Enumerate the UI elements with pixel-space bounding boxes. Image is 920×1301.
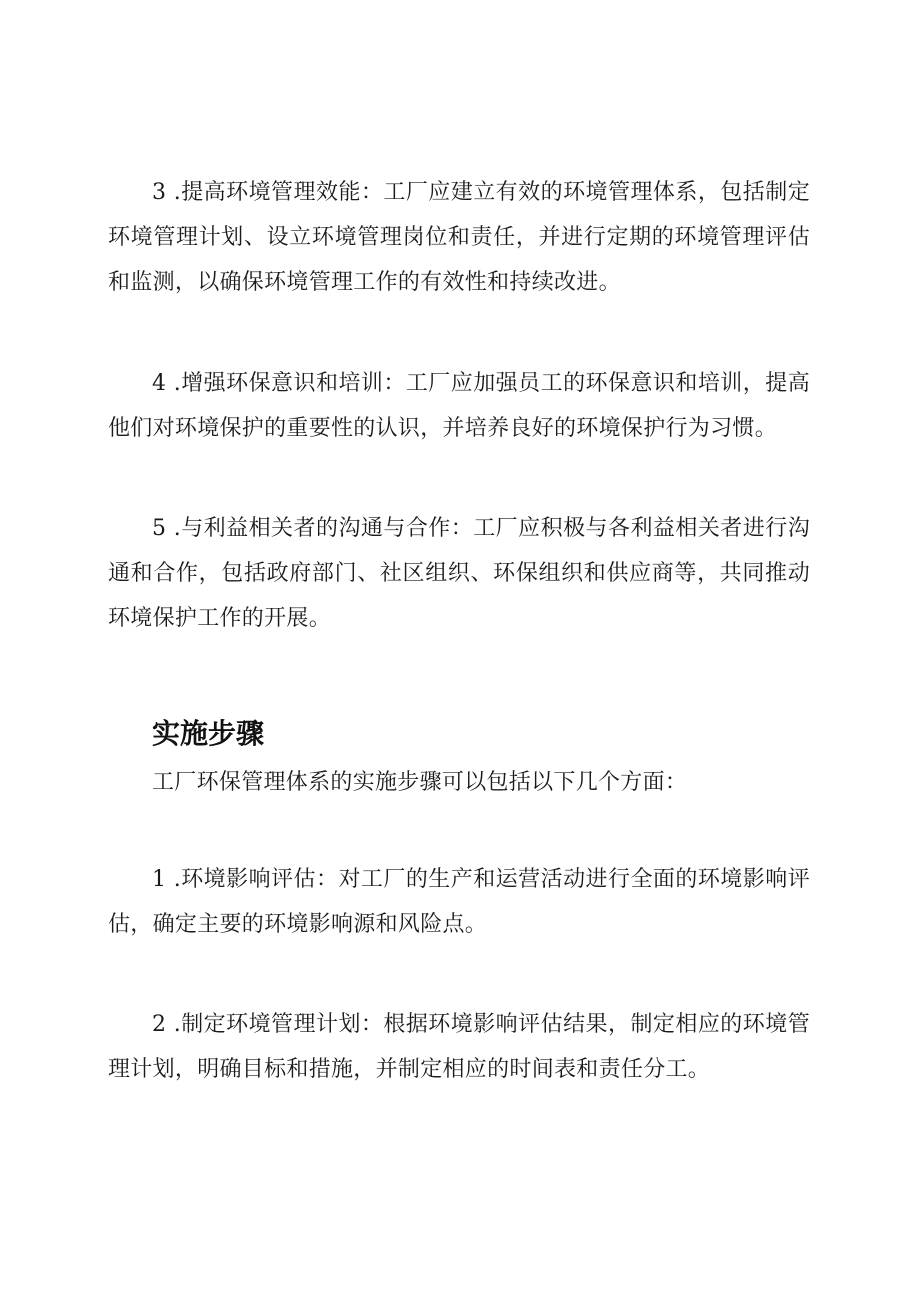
paragraph-step-2: 2 .制定环境管理计划：根据环境影响评估结果，制定相应的环境管理计划，明确目标和措施，并制定相应的时间表和责任分工。: [108, 1012, 810, 1082]
paragraph-point-3: 3 .提高环境管理效能：工厂应建立有效的环境管理体系，包括制定环境管理计划、设立环境管理岗位和责任，并进行定期的环境管理评估和监测，以确保环境管理工作的有效性和持续改进。: [108, 180, 810, 295]
section-heading: 实施步骤: [152, 717, 265, 750]
section-intro: 工厂环保管理体系的实施步骤可以包括以下几个方面：: [152, 770, 688, 795]
paragraph-point-5: 5 .与利益相关者的沟通与合作：工厂应积极与各利益相关者进行沟通和合作，包括政府部门、社区组织、环保组织和供应商等，共同推动环境保护工作的开展。: [108, 516, 810, 631]
paragraph-step-1: 1 .环境影响评估：对工厂的生产和运营活动进行全面的环境影响评估，确定主要的环境影响源和风险点。: [108, 867, 810, 937]
paragraph-point-4: 4 .增强环保意识和培训：工厂应加强员工的环保意识和培训，提高他们对环境保护的重要性的认识，并培养良好的环境保护行为习惯。: [108, 371, 810, 441]
